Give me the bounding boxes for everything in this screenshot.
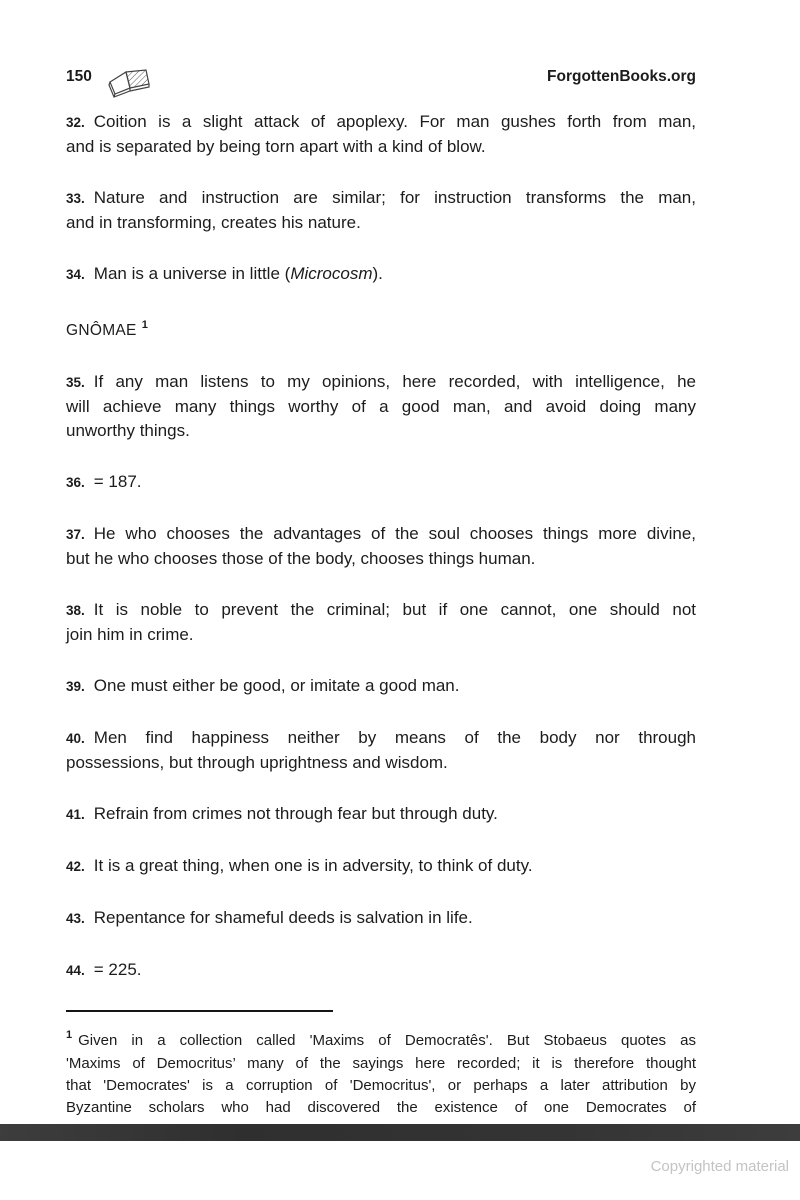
footnote-separator [66, 1010, 333, 1012]
maxim-number: 36. [66, 475, 85, 491]
maxim-line: and in transforming, creates his nature. [66, 213, 361, 232]
header-left [66, 68, 154, 105]
maxim-line: but he who chooses those of the body, chooses things human. [66, 549, 536, 569]
maxim-number: 33. [66, 191, 85, 206]
maxim-item [66, 470, 696, 495]
copyright-watermark: Copyrighted material [650, 1158, 789, 1175]
maxim-number: 32. [66, 115, 85, 130]
maxim-number: 42. [66, 859, 85, 875]
maxim-item [66, 370, 696, 443]
maxim-line: 41. Refrain from crimes not through fear but through duty. [66, 804, 498, 824]
footnote-line: that 'Democrates' is a corruption of 'Democritus', or perhaps a later attribution by [66, 1076, 696, 1094]
page-edge-band [0, 1124, 800, 1141]
maxim-number: 43. [66, 911, 85, 927]
maxim-number: 41. [66, 807, 85, 823]
maxim-line: 33. Nature and instruction are similar; for instruction transforms the man, [66, 188, 696, 207]
maxim-line: 39. One must either be good, or imitate a good man. [66, 676, 460, 696]
maxim-line: will achieve many things worthy of a good man, and avoid doing many [66, 397, 696, 417]
footnote-number: 1 [66, 1029, 73, 1042]
maxim-number: 38. [66, 603, 85, 619]
maxim-number: 39. [66, 679, 85, 695]
maxim-number: 40. [66, 731, 85, 747]
maxim-item [66, 726, 696, 775]
maxim-line: 44. = 225. [66, 960, 142, 980]
footnote-reference: 1 [141, 319, 149, 331]
maxim-item [66, 906, 696, 931]
maxim-item [66, 854, 696, 879]
footnote-line: Byzantine scholars who had discovered the existence of one Democrates of [66, 1099, 696, 1117]
maxim-line: 38. It is noble to prevent the criminal; but if one cannot, one should not [66, 600, 696, 620]
open-book-icon [106, 64, 154, 105]
maxim-item [66, 674, 696, 699]
maxim-number: 44. [66, 963, 85, 979]
maxim-line: 42. It is a great thing, when one is in adversity, to think of duty. [66, 856, 533, 876]
maxim-item [66, 186, 696, 235]
maxim-line: unworthy things. [66, 421, 190, 441]
maxim-item [66, 110, 696, 159]
maxim-number: 34. [66, 267, 85, 282]
footnote-line: $^1$ Given in a collection called 'Maxims of Democratês'. But Stobaeus quotes as [66, 1029, 696, 1050]
maxim-number: 37. [66, 527, 85, 543]
maxim-item [66, 802, 696, 827]
maxim-line: 43. Repentance for shameful deeds is salvation in life. [66, 908, 473, 928]
maxim-line: 32. Coition is a slight attack of apoplexy. For man gushes forth from man, [66, 112, 696, 131]
maxim-line: and is separated by being torn apart with a kind of blow. [66, 137, 486, 156]
maxim-line: 34. Man is a universe in little (Microcosm). [66, 264, 383, 283]
gnomae-heading: GNÔMAE $^1$ [66, 319, 149, 340]
page-number: 150 [66, 68, 92, 85]
maxims-list [66, 110, 696, 983]
maxim-line: 35. If any man listens to my opinions, here recorded, with intelligence, he [66, 372, 696, 392]
footnote-line: 'Maxims of Democritus’ many of the sayings here recorded; it is therefore thought [66, 1054, 696, 1072]
maxim-item [66, 958, 696, 983]
page-header [66, 68, 696, 110]
maxim-line: 36. = 187. [66, 472, 142, 492]
maxim-line: possessions, but through uprightness and wisdom. [66, 753, 448, 773]
maxim-item [66, 262, 696, 287]
maxim-line: 40. Men find happiness neither by means of the body nor through [66, 728, 696, 748]
maxim-number: 35. [66, 375, 85, 391]
site-name: ForgottenBooks.org [547, 68, 696, 85]
maxim-item [66, 598, 696, 647]
maxim-item [66, 522, 696, 571]
maxim-line: 37. He who chooses the advantages of the soul chooses things more divine, [66, 524, 696, 544]
maxim-line: join him in crime. [66, 625, 194, 645]
